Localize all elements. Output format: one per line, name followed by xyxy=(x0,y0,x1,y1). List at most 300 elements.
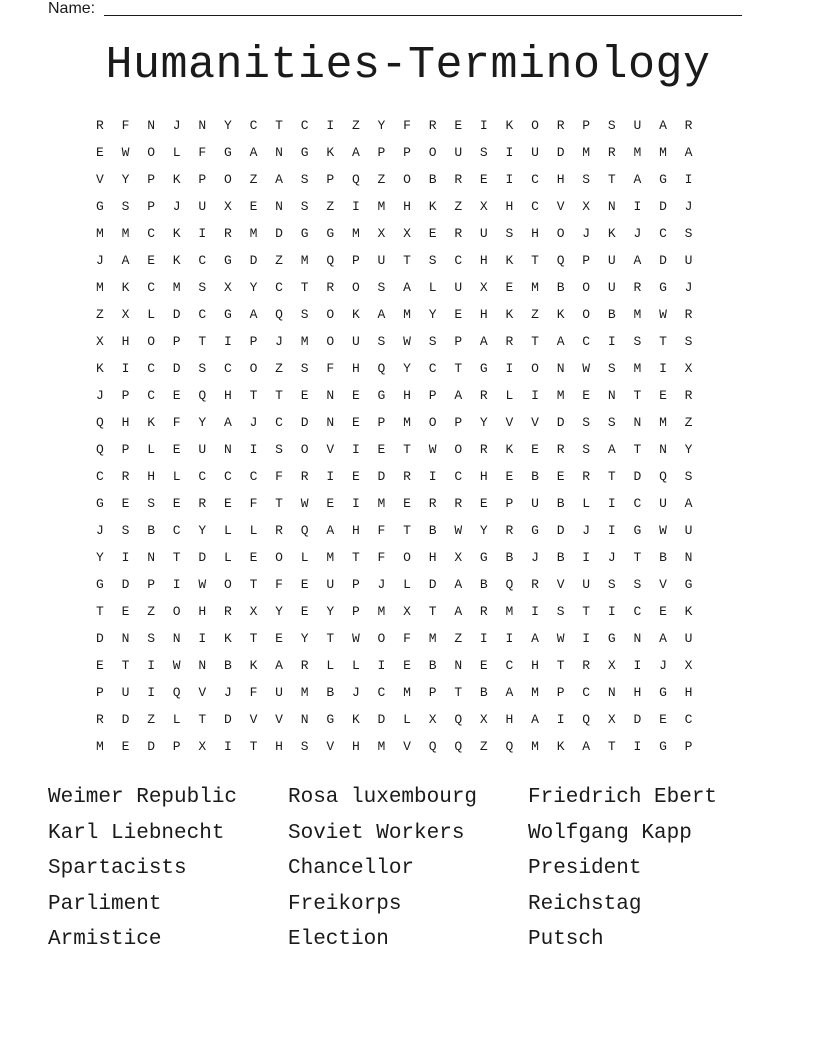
grid-letter: S xyxy=(684,469,693,484)
grid-letter: M xyxy=(633,307,642,322)
grid-letter: P xyxy=(377,415,386,430)
grid-letter: Z xyxy=(351,118,360,133)
grid-letter: K xyxy=(96,361,104,376)
grid-letter: L xyxy=(403,577,411,592)
grid-letter: X xyxy=(684,361,693,376)
grid-letter: N xyxy=(300,712,309,727)
grid-letter: Z xyxy=(249,172,258,187)
grid-letter: X xyxy=(684,658,693,673)
grid-letter: U xyxy=(684,253,693,268)
grid-letter: T xyxy=(172,550,181,565)
grid-letter: I xyxy=(172,577,181,592)
grid-letter: M xyxy=(96,280,104,295)
grid-letter: M xyxy=(633,361,642,376)
grid-letter: A xyxy=(607,442,616,457)
grid-letter: C xyxy=(223,469,232,484)
grid-row xyxy=(96,112,710,139)
grid-letter: M xyxy=(633,145,642,160)
grid-letter: Q xyxy=(582,712,591,727)
grid-letter: I xyxy=(351,442,360,457)
grid-letter: H xyxy=(147,469,155,484)
grid-letter: S xyxy=(607,577,616,592)
grid-letter: R xyxy=(479,604,488,619)
word-bank-item: Election xyxy=(288,928,389,951)
grid-letter: R xyxy=(454,172,463,187)
grid-letter: I xyxy=(505,631,514,646)
word-bank-item: Parliment xyxy=(48,892,162,916)
grid-letter: Y xyxy=(198,415,207,430)
grid-letter: R xyxy=(326,280,335,295)
grid-letter: X xyxy=(582,199,591,214)
grid-letter: M xyxy=(96,226,104,241)
grid-letter: O xyxy=(275,550,283,565)
grid-letter: C xyxy=(684,712,693,727)
grid-letter: R xyxy=(684,307,693,322)
grid-letter: X xyxy=(223,199,232,214)
grid-letter: E xyxy=(454,118,463,133)
grid-letter: T xyxy=(121,658,130,673)
grid-letter: T xyxy=(198,334,207,349)
grid-letter: O xyxy=(556,226,565,241)
grid-letter: P xyxy=(147,199,155,214)
grid-letter: D xyxy=(633,469,642,484)
grid-letter: H xyxy=(428,550,437,565)
grid-letter: K xyxy=(147,415,155,430)
grid-letter: J xyxy=(684,280,693,295)
grid-row xyxy=(96,706,710,733)
grid-letter: C xyxy=(659,226,667,241)
grid-letter: K xyxy=(428,199,437,214)
grid-letter: T xyxy=(275,388,283,403)
grid-letter: U xyxy=(454,280,463,295)
grid-letter: I xyxy=(147,658,155,673)
grid-letter: Y xyxy=(198,523,207,538)
grid-letter: H xyxy=(531,226,539,241)
grid-letter: O xyxy=(326,334,335,349)
grid-letter: H xyxy=(684,685,693,700)
grid-letter: U xyxy=(531,145,539,160)
grid-letter: C xyxy=(633,604,642,619)
grid-letter: P xyxy=(505,496,514,511)
grid-letter: X xyxy=(198,739,207,754)
grid-letter: W xyxy=(582,361,591,376)
grid-letter: I xyxy=(147,685,155,700)
grid-letter: S xyxy=(607,361,616,376)
grid-letter: I xyxy=(531,604,539,619)
grid-letter: M xyxy=(659,415,667,430)
grid-letter: R xyxy=(198,496,207,511)
grid-letter: J xyxy=(96,388,104,403)
grid-letter: B xyxy=(531,469,539,484)
grid-letter: V xyxy=(326,739,335,754)
grid-letter: E xyxy=(96,145,104,160)
grid-letter: E xyxy=(479,658,488,673)
grid-letter: T xyxy=(659,334,667,349)
word-bank-item: Friedrich Ebert xyxy=(528,786,718,809)
grid-letter: A xyxy=(659,118,667,133)
grid-letter: Z xyxy=(479,739,488,754)
grid-letter: V xyxy=(505,415,514,430)
grid-letter: Y xyxy=(377,118,386,133)
grid-letter: G xyxy=(659,685,667,700)
grid-letter: O xyxy=(403,172,411,187)
grid-letter: E xyxy=(96,658,104,673)
grid-letter: F xyxy=(275,469,283,484)
grid-letter: Q xyxy=(428,739,437,754)
grid-letter: M xyxy=(377,604,386,619)
grid-letter: O xyxy=(454,442,463,457)
grid-letter: Q xyxy=(351,172,360,187)
grid-letter: M xyxy=(351,226,360,241)
grid-letter: I xyxy=(377,658,386,673)
grid-letter: K xyxy=(505,253,514,268)
grid-letter: I xyxy=(326,118,335,133)
grid-letter: T xyxy=(633,550,642,565)
grid-letter: X xyxy=(403,604,411,619)
grid-letter: R xyxy=(300,469,309,484)
grid-letter: D xyxy=(275,226,283,241)
grid-letter: G xyxy=(223,307,232,322)
grid-letter: F xyxy=(249,496,258,511)
grid-letter: Q xyxy=(454,712,463,727)
grid-letter: G xyxy=(223,253,232,268)
grid-letter: U xyxy=(633,118,642,133)
grid-letter: W xyxy=(403,334,411,349)
grid-letter: N xyxy=(326,415,335,430)
grid-letter: W xyxy=(172,658,181,673)
grid-letter: E xyxy=(351,469,360,484)
word-bank-item: Putsch xyxy=(528,928,604,951)
grid-letter: A xyxy=(275,658,283,673)
grid-letter: Q xyxy=(505,739,514,754)
grid-letter: H xyxy=(351,361,360,376)
grid-letter: E xyxy=(659,712,667,727)
grid-letter: V xyxy=(96,172,104,187)
grid-letter: E xyxy=(479,496,488,511)
grid-letter: A xyxy=(351,145,360,160)
grid-letter: Q xyxy=(198,388,207,403)
grid-letter: I xyxy=(684,172,693,187)
grid-letter: C xyxy=(505,658,514,673)
grid-letter: A xyxy=(556,334,565,349)
grid-letter: I xyxy=(326,469,335,484)
grid-letter: F xyxy=(172,415,181,430)
grid-letter: T xyxy=(249,577,258,592)
grid-letter: R xyxy=(479,388,488,403)
grid-letter: G xyxy=(377,388,386,403)
grid-letter: X xyxy=(249,604,258,619)
grid-letter: G xyxy=(659,172,667,187)
grid-letter: C xyxy=(172,523,181,538)
grid-letter: J xyxy=(633,226,642,241)
grid-letter: Z xyxy=(454,199,463,214)
grid-letter: D xyxy=(556,523,565,538)
grid-letter: P xyxy=(351,577,360,592)
grid-letter: E xyxy=(582,388,591,403)
grid-letter: Z xyxy=(326,199,335,214)
grid-letter: T xyxy=(249,739,258,754)
grid-row xyxy=(96,598,710,625)
grid-row xyxy=(96,490,710,517)
grid-letter: Q xyxy=(300,523,309,538)
grid-letter: B xyxy=(428,172,437,187)
grid-letter: D xyxy=(556,145,565,160)
grid-letter: M xyxy=(659,145,667,160)
grid-letter: G xyxy=(300,145,309,160)
grid-letter: K xyxy=(326,145,335,160)
grid-row xyxy=(96,220,710,247)
grid-row xyxy=(96,733,710,760)
grid-letter: G xyxy=(659,280,667,295)
grid-letter: P xyxy=(147,577,155,592)
grid-letter: B xyxy=(556,550,565,565)
grid-letter: T xyxy=(607,172,616,187)
grid-letter: T xyxy=(607,739,616,754)
grid-letter: S xyxy=(505,226,514,241)
grid-letter: V xyxy=(531,415,539,430)
grid-letter: R xyxy=(223,604,232,619)
grid-letter: Y xyxy=(326,604,335,619)
grid-letter: A xyxy=(684,145,693,160)
word-search-grid xyxy=(96,112,710,760)
grid-letter: V xyxy=(556,577,565,592)
grid-letter: D xyxy=(198,550,207,565)
grid-letter: A xyxy=(454,388,463,403)
grid-letter: E xyxy=(121,604,130,619)
grid-letter: M xyxy=(121,226,130,241)
grid-letter: I xyxy=(582,550,591,565)
grid-letter: H xyxy=(479,469,488,484)
grid-letter: Y xyxy=(121,172,130,187)
grid-letter: R xyxy=(505,523,514,538)
grid-letter: U xyxy=(198,199,207,214)
grid-letter: W xyxy=(556,631,565,646)
grid-letter: G xyxy=(633,523,642,538)
grid-letter: O xyxy=(428,415,437,430)
grid-row xyxy=(96,382,710,409)
grid-letter: L xyxy=(223,550,232,565)
grid-letter: E xyxy=(403,496,411,511)
grid-letter: S xyxy=(633,577,642,592)
grid-row xyxy=(96,355,710,382)
grid-letter: L xyxy=(147,442,155,457)
grid-letter: L xyxy=(223,523,232,538)
grid-letter: E xyxy=(223,496,232,511)
grid-letter: H xyxy=(403,388,411,403)
grid-letter: E xyxy=(505,280,514,295)
grid-letter: A xyxy=(249,145,258,160)
grid-letter: Z xyxy=(147,712,155,727)
grid-letter: S xyxy=(300,172,309,187)
grid-letter: V xyxy=(326,442,335,457)
grid-letter: P xyxy=(198,172,207,187)
grid-letter: P xyxy=(556,685,565,700)
grid-letter: A xyxy=(633,172,642,187)
grid-letter: M xyxy=(326,550,335,565)
grid-letter: G xyxy=(326,226,335,241)
grid-letter: P xyxy=(403,145,411,160)
grid-row xyxy=(96,193,710,220)
grid-letter: I xyxy=(633,658,642,673)
grid-letter: Y xyxy=(428,307,437,322)
grid-letter: M xyxy=(377,739,386,754)
grid-row xyxy=(96,328,710,355)
grid-letter: M xyxy=(531,280,539,295)
grid-letter: D xyxy=(172,307,181,322)
grid-letter: B xyxy=(556,280,565,295)
grid-letter: S xyxy=(684,334,693,349)
grid-letter: M xyxy=(249,226,258,241)
grid-letter: D xyxy=(377,712,386,727)
grid-letter: Q xyxy=(96,442,104,457)
grid-letter: Z xyxy=(454,631,463,646)
grid-letter: J xyxy=(531,550,539,565)
grid-letter: D xyxy=(223,712,232,727)
grid-letter: L xyxy=(172,712,181,727)
grid-letter: M xyxy=(96,739,104,754)
grid-letter: V xyxy=(556,199,565,214)
grid-letter: D xyxy=(633,712,642,727)
grid-letter: S xyxy=(147,496,155,511)
grid-letter: C xyxy=(249,469,258,484)
grid-letter: P xyxy=(684,739,693,754)
grid-row xyxy=(96,652,710,679)
grid-letter: W xyxy=(121,145,130,160)
grid-letter: S xyxy=(428,253,437,268)
grid-letter: I xyxy=(223,334,232,349)
grid-letter: E xyxy=(454,307,463,322)
grid-letter: P xyxy=(454,334,463,349)
grid-letter: L xyxy=(300,550,309,565)
grid-letter: O xyxy=(249,361,258,376)
grid-letter: B xyxy=(479,685,488,700)
grid-letter: P xyxy=(96,685,104,700)
grid-letter: Z xyxy=(377,172,386,187)
grid-letter: I xyxy=(607,334,616,349)
grid-letter: L xyxy=(582,496,591,511)
grid-letter: F xyxy=(249,685,258,700)
grid-letter: N xyxy=(607,199,616,214)
word-bank-item: Reichstag xyxy=(528,892,642,916)
grid-letter: L xyxy=(147,307,155,322)
grid-letter: E xyxy=(556,469,565,484)
grid-letter: X xyxy=(607,712,616,727)
word-bank-item: Soviet Workers xyxy=(288,821,465,845)
grid-letter: A xyxy=(326,523,335,538)
grid-letter: I xyxy=(479,118,488,133)
grid-letter: A xyxy=(633,253,642,268)
grid-letter: B xyxy=(479,577,488,592)
word-bank-item: Freikorps xyxy=(288,892,402,916)
grid-letter: J xyxy=(172,118,181,133)
grid-letter: C xyxy=(198,469,207,484)
grid-letter: S xyxy=(556,604,565,619)
grid-letter: T xyxy=(96,604,104,619)
grid-letter: P xyxy=(428,388,437,403)
grid-letter: D xyxy=(377,469,386,484)
grid-letter: E xyxy=(505,469,514,484)
grid-letter: X xyxy=(96,334,104,349)
grid-letter: I xyxy=(531,388,539,403)
grid-letter: A xyxy=(479,334,488,349)
grid-letter: J xyxy=(96,523,104,538)
grid-letter: C xyxy=(531,199,539,214)
grid-letter: H xyxy=(505,712,514,727)
grid-letter: E xyxy=(377,442,386,457)
grid-letter: E xyxy=(531,442,539,457)
grid-letter: V xyxy=(198,685,207,700)
grid-letter: K xyxy=(684,604,693,619)
grid-letter: T xyxy=(531,253,539,268)
grid-letter: I xyxy=(121,550,130,565)
grid-letter: U xyxy=(479,226,488,241)
grid-letter: T xyxy=(275,118,283,133)
grid-letter: K xyxy=(351,307,360,322)
grid-letter: S xyxy=(684,226,693,241)
grid-letter: G xyxy=(326,712,335,727)
grid-letter: T xyxy=(454,685,463,700)
grid-letter: Z xyxy=(96,307,104,322)
grid-letter: P xyxy=(351,253,360,268)
grid-row xyxy=(96,247,710,274)
grid-letter: S xyxy=(300,307,309,322)
grid-letter: H xyxy=(403,199,411,214)
grid-letter: A xyxy=(377,307,386,322)
grid-letter: R xyxy=(556,442,565,457)
grid-letter: T xyxy=(403,442,411,457)
grid-letter: P xyxy=(582,253,591,268)
grid-letter: O xyxy=(326,307,335,322)
grid-letter: G xyxy=(96,577,104,592)
page-title: Humanities-Terminology xyxy=(105,40,711,91)
name-write-line xyxy=(104,15,742,16)
grid-letter: I xyxy=(607,604,616,619)
grid-letter: F xyxy=(377,523,386,538)
grid-letter: A xyxy=(249,307,258,322)
grid-row xyxy=(96,166,710,193)
grid-letter: I xyxy=(249,442,258,457)
grid-letter: U xyxy=(607,253,616,268)
grid-letter: S xyxy=(428,334,437,349)
grid-letter: X xyxy=(403,226,411,241)
grid-letter: J xyxy=(249,415,258,430)
grid-letter: E xyxy=(659,388,667,403)
grid-letter: X xyxy=(479,199,488,214)
grid-letter: P xyxy=(582,118,591,133)
grid-letter: L xyxy=(172,145,181,160)
grid-letter: L xyxy=(249,523,258,538)
grid-letter: K xyxy=(607,226,616,241)
grid-letter: H xyxy=(223,388,232,403)
grid-letter: O xyxy=(582,280,591,295)
grid-letter: J xyxy=(377,577,386,592)
grid-letter: R xyxy=(505,334,514,349)
name-label: Name: xyxy=(48,0,96,17)
grid-letter: T xyxy=(556,658,565,673)
grid-letter: K xyxy=(556,307,565,322)
grid-letter: G xyxy=(96,199,104,214)
grid-letter: P xyxy=(121,388,130,403)
grid-letter: R xyxy=(684,388,693,403)
grid-letter: J xyxy=(582,226,591,241)
grid-letter: T xyxy=(275,496,283,511)
grid-row xyxy=(96,139,710,166)
grid-letter: N xyxy=(172,631,181,646)
grid-letter: A xyxy=(223,415,232,430)
word-bank-item: Rosa luxembourg xyxy=(288,786,478,809)
grid-letter: H xyxy=(531,658,539,673)
grid-letter: M xyxy=(377,199,386,214)
